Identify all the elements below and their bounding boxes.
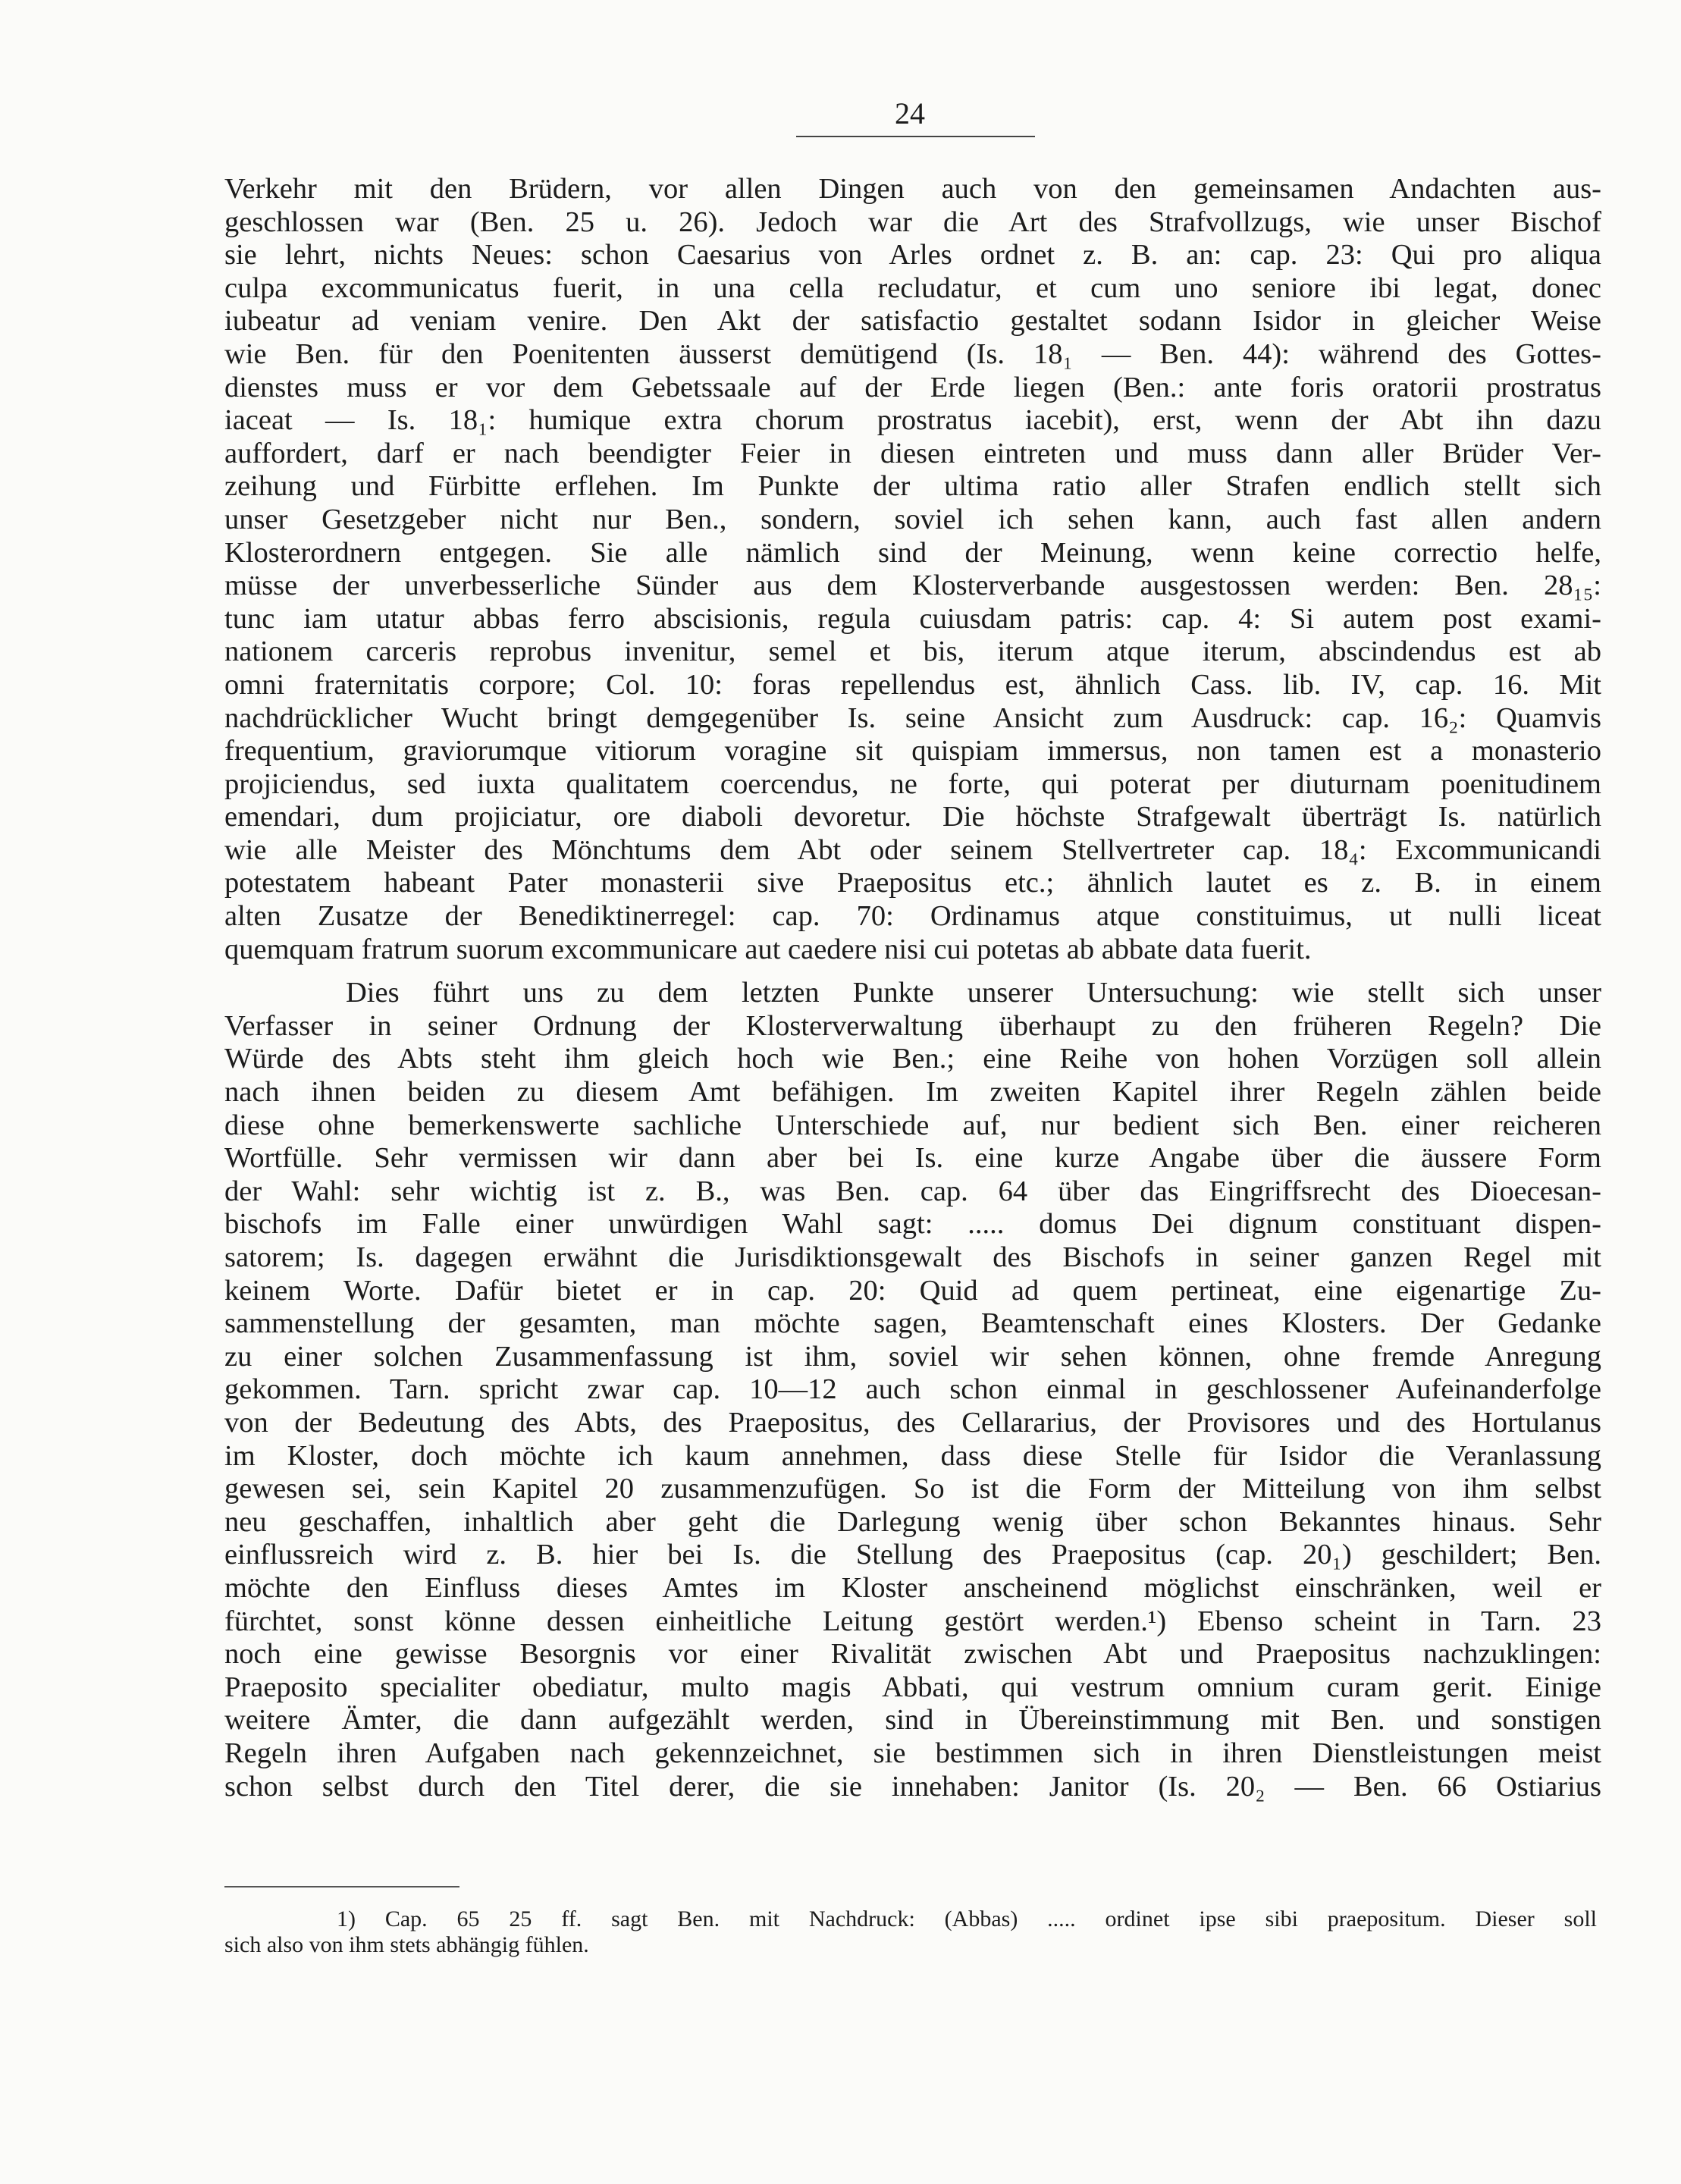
text-line: Wortfülle. Sehr vermissen wir dann aber bei Is. eine kurze Angabe über die äussere Form (224, 1142, 1601, 1175)
text-line: unser Gesetzgeber nicht nur Ben., sondern, soviel ich sehen kann, auch fast allen andern (224, 503, 1601, 535)
text-line: nationem carceris reprobus invenitur, semel et bis, iterum atque iterum, abscindendus est ab (224, 635, 1601, 668)
text-line: Würde des Abts steht ihm gleich hoch wie Ben.; eine Reihe von hohen Vorzügen soll allein (224, 1043, 1601, 1075)
text-line: projiciendus, sed iuxta qualitatem coercendus, ne forte, qui poterat per diuturnam poenitudinem (224, 767, 1601, 800)
paragraph (224, 977, 1601, 1803)
text-line: alten Zusatze der Benediktinerregel: cap. 70: Ordinamus atque constituimus, ut nulli liceat (224, 900, 1601, 933)
body-text (224, 173, 1601, 1803)
footnote-line: sich also von ihm stets abhängig fühlen. (224, 1932, 589, 1957)
paragraph (224, 173, 1601, 966)
text-line: emendari, dum projiciatur, ore diaboli devoretur. Die höchste Strafgewalt überträgt Is. natürlich (224, 801, 1601, 833)
text-line: geschlossen war (Ben. 25 u. 26). Jedoch war die Art des Strafvollzugs, wie unser Bischof (224, 206, 1601, 238)
paragraph-gap (224, 966, 1601, 977)
text-line: der Wahl: sehr wichtig ist z. B., was Ben. cap. 64 über das Eingriffsrecht des Dioecesan- (224, 1175, 1601, 1207)
footnote-line: 1) Cap. 65 25 ff. sagt Ben. mit Nachdruck: (Abbas) ..... ordinet ipse sibi praepositum. Dieser soll (337, 1906, 1597, 1931)
text-line: satorem; Is. dagegen erwähnt die Jurisdiktionsgewalt des Bischofs in seiner ganzen Regel mit (224, 1241, 1601, 1273)
text-line: culpa excommunicatus fuerit, in una cella recludatur, et cum uno seniore ibi legat, donec (224, 271, 1601, 304)
text-line: iaceat — Is. 18₁: humique extra chorum prostratus iacebit), erst, wenn der Abt ihn dazu (224, 404, 1601, 437)
text-line: Verfasser in seiner Ordnung der Klosterverwaltung überhaupt zu den früheren Regeln? Die (224, 1009, 1601, 1042)
text-line: zu einer solchen Zusammenfassung ist ihm, soviel wir sehen können, ohne fremde Anregung (224, 1340, 1601, 1373)
header-rule (796, 136, 1035, 137)
text-line: sammenstellung der gesamten, man möchte sagen, Beamtenschaft eines Klosters. Der Gedanke (224, 1307, 1601, 1340)
text-line: müsse der unverbesserliche Sünder aus dem Klosterverbande ausgestossen werden: Ben. 28₁₅: (224, 570, 1601, 602)
text-line: dienstes muss er vor dem Gebetssaale auf der Erde liegen (Ben.: ante foris oratorii prostratus (224, 371, 1601, 403)
text-line: schon selbst durch den Titel derer, die sie innehaben: Janitor (Is. 20₂ — Ben. 66 Ostiarius (224, 1770, 1601, 1803)
text-line: bischofs im Falle einer unwürdigen Wahl sagt: ..... domus Dei dignum constituant dispen- (224, 1208, 1601, 1241)
text-line: quemquam fratrum suorum excommunicare aut caedere nisi cui potetas ab abbate data fuerit. (224, 933, 1312, 965)
text-line: fürchtet, sonst könne dessen einheitliche Leitung gestört werden.¹) Ebenso scheint in Tarn. 23 (224, 1605, 1601, 1637)
text-line: Verkehr mit den Brüdern, vor allen Dingen auch von den gemeinsamen Andachten aus- (224, 173, 1601, 205)
text-line: möchte den Einfluss dieses Amtes im Kloster anscheinend möglichst einschränken, weil er (224, 1571, 1601, 1604)
text-line: von der Bedeutung des Abts, des Praepositus, des Cellararius, der Provisores und des Hortulanus (224, 1406, 1601, 1439)
text-line: gekommen. Tarn. spricht zwar cap. 10—12 auch schon einmal in geschlossener Aufeinanderfolge (224, 1373, 1601, 1406)
footnote (224, 1906, 1597, 1958)
text-line: wie alle Meister des Mönchtums dem Abt oder seinem Stellvertreter cap. 18₄: Excommunicandi (224, 833, 1601, 866)
text-line: wie Ben. für den Poenitenten äusserst demütigend (Is. 18₁ — Ben. 44): während des Gottes- (224, 337, 1601, 370)
text-line: Praeposito specialiter obediatur, multo magis Abbati, qui vestrum omnium curam gerit. Einige (224, 1671, 1601, 1703)
footnote-rule (224, 1886, 459, 1887)
text-line: iubeatur ad veniam venire. Den Akt der satisfactio gestaltet sodann Isidor in gleicher Weise (224, 305, 1601, 337)
text-line: potestatem habeant Pater monasterii sive Praepositus etc.; ähnlich lautet es z. B. in einem (224, 867, 1601, 899)
text-line: sie lehrt, nichts Neues: schon Caesarius von Arles ordnet z. B. an: cap. 23: Qui pro aliqua (224, 239, 1601, 271)
text-line: weitere Ämter, die dann aufgezählt werden, sind in Übereinstimmung mit Ben. und sonstigen (224, 1704, 1601, 1737)
text-line: frequentium, graviorumque vitiorum voragine sit quispiam immersus, non tamen est a monasterio (224, 735, 1601, 767)
text-line: tunc iam utatur abbas ferro abscisionis, regula cuiusdam patris: cap. 4: Si autem post exami- (224, 602, 1601, 635)
text-line: Klosterordnern entgegen. Sie alle nämlich sind der Meinung, wenn keine correctio helfe, (224, 536, 1601, 569)
text-line: einflussreich wird z. B. hier bei Is. die Stellung des Praepositus (cap. 20₁) geschildert; Ben. (224, 1539, 1601, 1571)
text-line: neu geschaffen, inhaltlich aber geht die Darlegung wenig über schon Bekanntes hinaus. Sehr (224, 1505, 1601, 1538)
text-line: nachdrücklicher Wucht bringt demgegenüber Is. seine Ansicht zum Ausdruck: cap. 16₂: Quamvis (224, 701, 1601, 734)
text-line: diese ohne bemerkenswerte sachliche Unterschiede auf, nur bedient sich Ben. einer reicheren (224, 1109, 1601, 1141)
text-line: omni fraternitatis corpore; Col. 10: foras repellendus est, ähnlich Cass. lib. IV, cap. 16. Mit (224, 668, 1601, 701)
text-line: im Kloster, doch möchte ich kaum annehmen, dass diese Stelle für Isidor die Veranlassung (224, 1439, 1601, 1472)
text-line: noch eine gewisse Besorgnis vor einer Rivalität zwischen Abt und Praepositus nachzuklingen: (224, 1638, 1601, 1671)
text-line: keinem Worte. Dafür bietet er in cap. 20: Quid ad quem pertineat, eine eigenartige Zu- (224, 1274, 1601, 1307)
text-line: auffordert, darf er nach beendigter Feier in diesen eintreten und muss dann aller Brüder Ver- (224, 437, 1601, 469)
text-line: nach ihnen beiden zu diesem Amt befähigen. Im zweiten Kapitel ihrer Regeln zählen beide (224, 1076, 1601, 1109)
page-number: 24 (895, 96, 925, 130)
text-line: Regeln ihren Aufgaben nach gekennzeichnet, sie bestimmen sich in ihren Dienstleistungen meist (224, 1737, 1601, 1769)
text-line: Dies führt uns zu dem letzten Punkte unserer Untersuchung: wie stellt sich unser (346, 977, 1601, 1009)
text-line: gewesen sei, sein Kapitel 20 zusammenzufügen. So ist die Form der Mitteilung von ihm selbst (224, 1473, 1601, 1505)
text-line: zeihung und Fürbitte erflehen. Im Punkte der ultima ratio aller Strafen endlich stellt sich (224, 470, 1601, 503)
